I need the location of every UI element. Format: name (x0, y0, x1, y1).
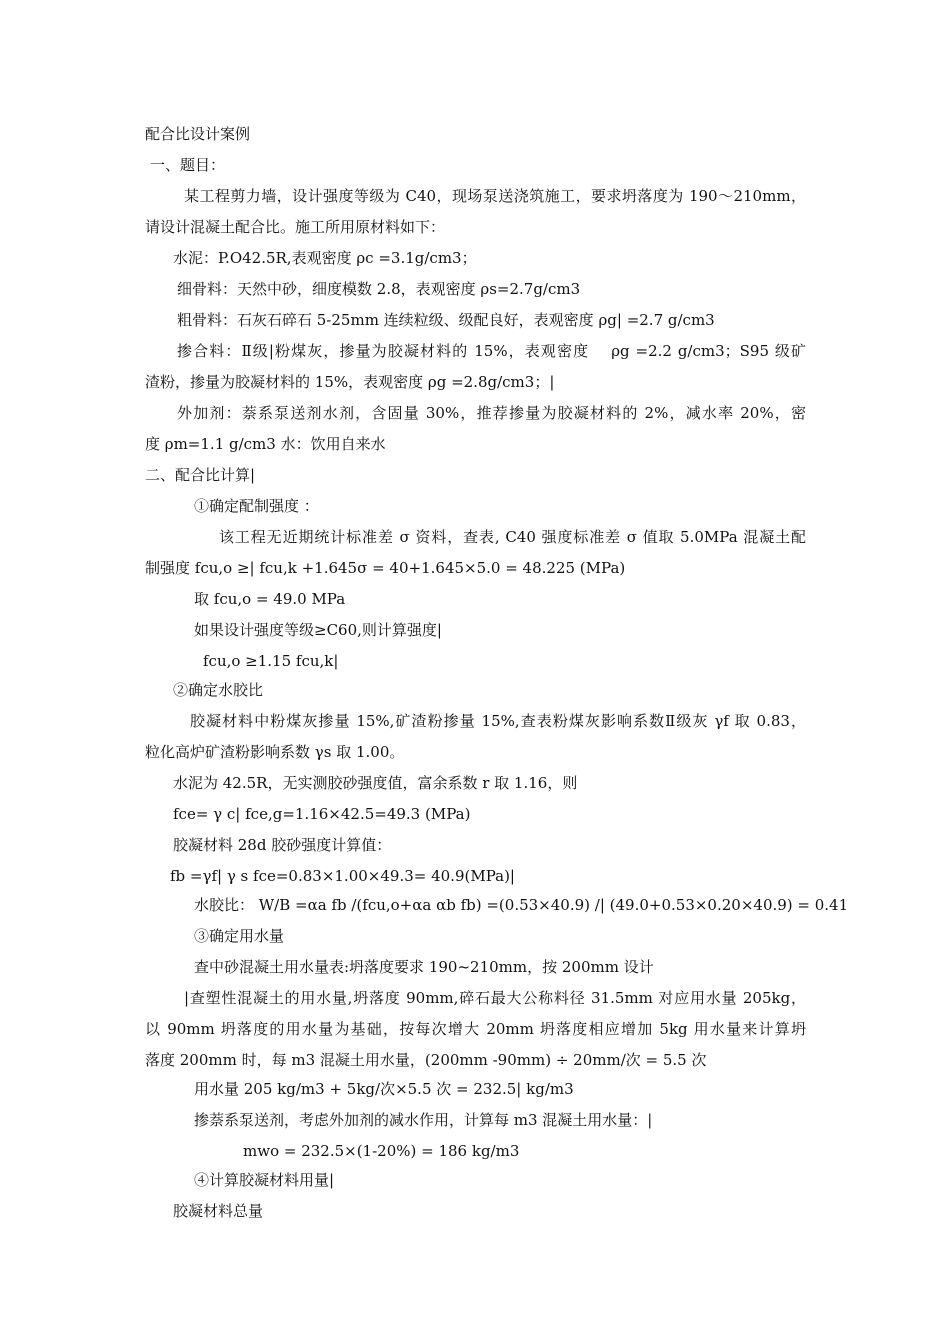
paragraph-line: 度 ρm=1.1 g/cm3 水：饮用自来水 (145, 435, 386, 453)
paragraph-line: 某工程剪力墙，设计强度等级为 C40，现场泵送浇筑施工，要求坍落度为 190～210mm， (184, 187, 806, 205)
paragraph-line: 水泥：P.O42.5R,表观密度 ρc =3.1g/cm3； (173, 249, 477, 267)
paragraph-line: 胶凝材料中粉煤灰掺量 15%,矿渣粉掺量 15%,查表粉煤灰影响系数Ⅱ级灰 γf 取 0.83， (190, 712, 806, 730)
paragraph-line: 细骨料：天然中砂，细度模数 2.8，表观密度 ρs=2.7g/cm3 (177, 280, 581, 298)
formula-line: mwo = 232.5×(1-20%) = 186 kg/m3 (243, 1142, 520, 1160)
paragraph-line: 查中砂混凝土用水量表:坍落度要求 190~210mm，按 200mm 设计 (194, 958, 654, 976)
paragraph-line: 水泥为 42.5R，无实测胶砂强度值，富余系数 r 取 1.16，则 (173, 774, 578, 792)
formula-line: 取 fcu,o = 49.0 MPa (194, 590, 346, 608)
formula-line: fce= γ c| fce,g=1.16×42.5=49.3 (MPa) (173, 805, 471, 823)
step-heading: ③确定用水量 (194, 927, 285, 945)
step-heading: ①确定配制强度 ： (194, 497, 319, 515)
paragraph-line: 外加剂：萘系泵送剂水剂，含固量 30%，推荐掺量为胶凝材料的 2%，减水率 20%，密 (177, 404, 806, 422)
formula-line: 落度 200mm 时，每 m3 混凝土用水量，(200mm -90mm) ÷ 20mm/次 = 5.5 次 (145, 1051, 707, 1069)
paragraph-line: 粒化高炉矿渣粉影响系数 γs 取 1.00。 (145, 743, 405, 761)
section-heading: 一、题目： (150, 156, 226, 174)
paragraph-line: 掺萘系泵送剂，考虑外加剂的减水作用，计算每 m3 混凝土用水量：| (194, 1111, 653, 1129)
step-heading: ④计算胶凝材料用量| (194, 1171, 335, 1189)
paragraph-line: 粗骨料：石灰石碎石 5-25mm 连续粒级、级配良好，表观密度 ρg| =2.7 g/cm3 (177, 311, 715, 329)
paragraph-line: 胶凝材料 28d 胶砂强度计算值： (173, 836, 392, 854)
formula-line: fcu,o ≥1.15 fcu,k| (203, 652, 339, 670)
paragraph-line: 以 90mm 坍落度的用水量为基础，按每次增大 20mm 坍落度相应增加 5kg 用水量来计算坍 (145, 1020, 806, 1038)
paragraph-line: |查塑性混凝土的用水量,坍落度 90mm,碎石最大公称料径 31.5mm 对应用水量 205kg， (184, 989, 806, 1007)
formula-line: fb =γf| γ s fce=0.83×1.00×49.3= 40.9(MPa)| (170, 867, 515, 885)
paragraph-line: 该工程无近期统计标准差 σ 资料，查表, C40 强度标准差 σ 值取 5.0MPa 混凝土配 (219, 528, 806, 546)
section-heading: 二、配合比计算| (145, 466, 256, 484)
formula-line: 用水量 205 kg/m3 + 5kg/次×5.5 次 = 232.5| kg/m3 (194, 1080, 574, 1098)
document-title: 配合比设计案例 (145, 125, 251, 143)
paragraph-line: 渣粉，掺量为胶凝材料的 15%，表观密度 ρg =2.8g/cm3；| (145, 373, 555, 391)
formula-line: 水胶比： W/B =αa fb /(fcu,o+αa αb fb) =(0.53×40.9) /| (49.0+0.53×0.20×40.9) = 0.41 (194, 896, 849, 914)
step-heading: ②确定水胶比 (173, 681, 264, 699)
paragraph-line: 请设计混凝土配合比。施工所用原材料如下： (145, 218, 446, 236)
formula-line: 制强度 fcu,o ≥| fcu,k +1.645σ = 40+1.645×5.0 = 48.225 (MPa) (145, 559, 626, 577)
paragraph-line: 如果设计强度等级≥C60,则计算强度| (194, 621, 442, 639)
paragraph-line: 胶凝材料总量 (173, 1202, 264, 1220)
paragraph-line: 掺合料：Ⅱ级|粉煤灰，掺量为胶凝材料的 15%，表观密度 ρg =2.2 g/cm3；S95 级矿 (177, 342, 806, 360)
